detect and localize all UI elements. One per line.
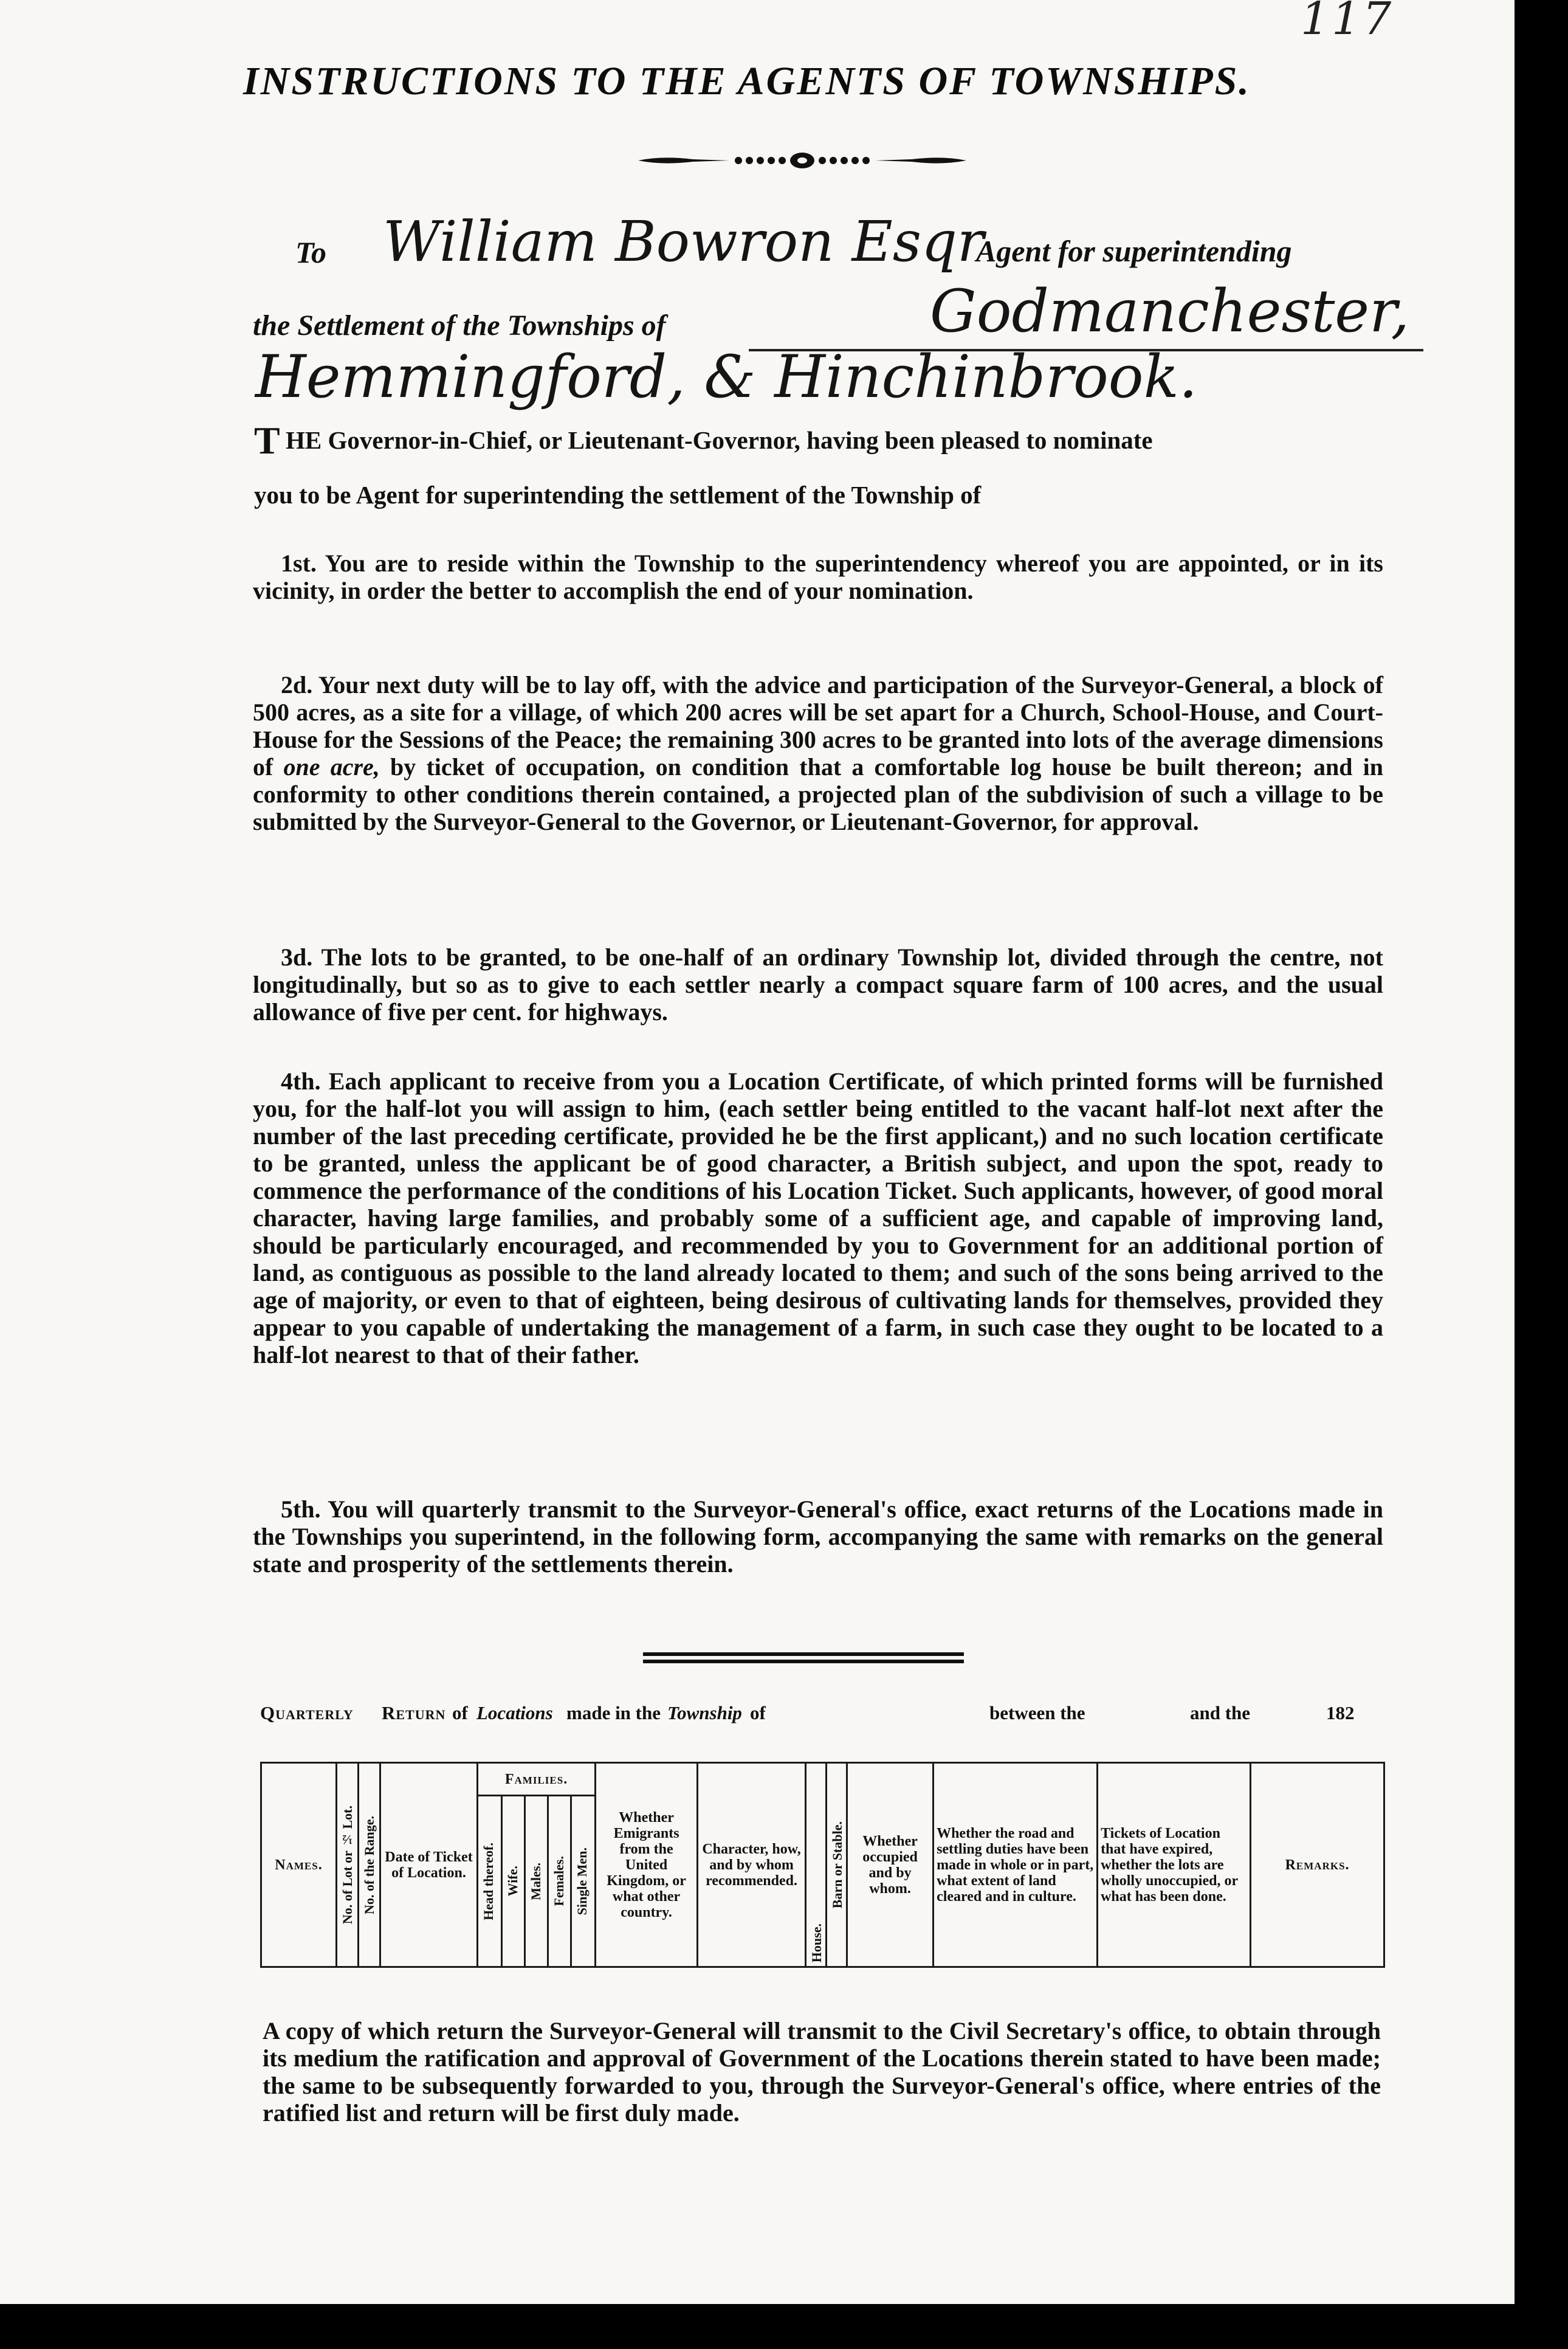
quarterly-return-table (260, 1762, 1385, 1968)
col-barn: Barn or Stable. (830, 1821, 845, 1909)
intro-line-2: you to be Agent for superintending the settlement of the Township of (254, 481, 982, 509)
scan-edge (1515, 0, 1568, 2349)
township-handwritten-1: Godmanchester, (930, 277, 1409, 345)
heading-of-2: of (750, 1702, 766, 1723)
paragraph-2-italic: one acre, (283, 753, 380, 781)
col-names: Names. (261, 1763, 337, 1967)
double-rule-divider (643, 1652, 964, 1668)
page-number: 117 (1301, 0, 1394, 45)
col-occupied: Whether occupied and by whom. (847, 1763, 934, 1967)
closing-paragraph: A copy of which return the Surveyor-General will transmit to the Civil Secretary's office, to obtain through its medium the ratification and approval of Government of the Locations therein stated to have been made; the same to be subsequently forwarded to you, through the Surveyor-General's office, where entries of the ratified list and return will be first duly made. (263, 2017, 1381, 2127)
paragraph-1: 1st. You are to reside within the Township to the superintendency whereof you are appointed, or in its vicinity, in order the better to accomplish the end of your nomination. (253, 550, 1383, 604)
heading-between-the: between the (989, 1702, 1085, 1723)
col-families: Families. (478, 1763, 596, 1796)
drop-cap: T (254, 419, 280, 462)
heading-made-in-the: made in the (566, 1702, 661, 1723)
intro-line-1: HE Governor-in-Chief, or Lieutenant-Governor, having been pleased to nominate (286, 426, 1153, 454)
col-head: Head thereof. (481, 1842, 496, 1920)
paragraph-2-part-a: 2d. Your next duty will be to lay off, with the advice and participation of the Surveyor-General, a block of 500 acres, as a site for a village, of which 200 acres will be set apart for a Church, School-House, and Court-House for the Sessions of the Peace; the remaining 300 acres to be granted into lots of the average dimensions of (253, 671, 1383, 781)
agent-role: Agent for superintending (976, 234, 1292, 268)
ornament-divider (638, 148, 966, 173)
col-females: Females. (551, 1856, 566, 1906)
col-emigrants: Whether Emigrants from the United Kingdom, or what other country. (596, 1763, 698, 1967)
paragraph-2 (253, 671, 1383, 835)
col-character: Character, how, and by whom recommended. (698, 1763, 806, 1967)
col-single-men: Single Men. (574, 1847, 590, 1916)
heading-and-the: and the (1190, 1702, 1251, 1723)
col-road-duties: Whether the road and settling duties have been made in whole or in part, what extent of land cleared and in culture. (934, 1763, 1098, 1967)
col-house: House. (809, 1923, 825, 1962)
col-range-number: No. of the Range. (362, 1815, 377, 1914)
settlement-prefix: the Settlement of the Townships of (253, 309, 666, 342)
heading-locations: Locations (476, 1702, 553, 1723)
heading-quarterly: Quarterly (260, 1702, 354, 1723)
form-heading (260, 1702, 1372, 1733)
township-handwritten-2: Hemmingford, & Hinchinbrook. (255, 343, 1198, 411)
col-wife: Wife. (505, 1866, 520, 1897)
col-remarks: Remarks. (1251, 1763, 1384, 1967)
heading-of: of (452, 1702, 468, 1723)
paragraph-5: 5th. You will quarterly transmit to the Surveyor-General's office, exact returns of the Locations made in the Townships you superintend, in the following form, accompanying the same with remarks on the general state and prosperity of the settlements therein. (253, 1495, 1383, 1578)
col-tickets-expired: Tickets of Location that have expired, whether the lots are wholly unoccupied, or what has been done. (1098, 1763, 1251, 1967)
col-males: Males. (528, 1862, 543, 1900)
heading-year: 182 (1326, 1702, 1355, 1723)
paragraph-4: 4th. Each applicant to receive from you a Location Certificate, of which printed forms will be furnished you, for the half-lot you will assign to him, (each settler being entitled to the vacant half-lot next after the number of the last preceding certificate, provided he be the first applicant,) and no such location certificate to be granted, unless the applicant be of good character, a British subject, and upon the spot, ready to commence the performance of the conditions of his Location Ticket. Such applicants, however, of good moral character, having large families, and probably some of a sufficient age, and capable of improving land, should be particularly encouraged, and recommended by you to Government for an additional portion of land, as contiguous as possible to the land already located to them; and such of the sons being arrived to the age of majority, or even to that of eighteen, being desirous of cultivating lands for themselves, provided they appear to you capable of undertaking the management of a farm, in such case they ought to be located to a half-lot nearest to that of their father. (253, 1068, 1383, 1368)
paragraph-2-part-b: by ticket of occupation, on condition that a comfortable log house be built thereon; and in conformity to other conditions therein contained, a projected plan of the subdivision of such a village to be submitted by the Surveyor-General to the Governor, or Lieutenant-Governor, for approval. (253, 753, 1384, 835)
col-date-ticket: Date of Ticket of Location. (380, 1763, 478, 1967)
heading-township: Township (667, 1702, 742, 1723)
agent-name-handwritten: William Bowron Esqr (383, 209, 984, 274)
document-title: INSTRUCTIONS TO THE AGENTS OF TOWNSHIPS. (243, 59, 1251, 103)
to-label: To (295, 235, 326, 269)
col-lot-number: No. of Lot or ½ Lot. (340, 1805, 355, 1925)
paragraph-3: 3d. The lots to be granted, to be one-half of an ordinary Township lot, divided through the centre, not longitudinally, but so as to give to each settler nearly a compact square farm of 100 acres, and the usual allowance of five per cent. for highways. (253, 943, 1383, 1026)
heading-return: Return (382, 1702, 446, 1723)
